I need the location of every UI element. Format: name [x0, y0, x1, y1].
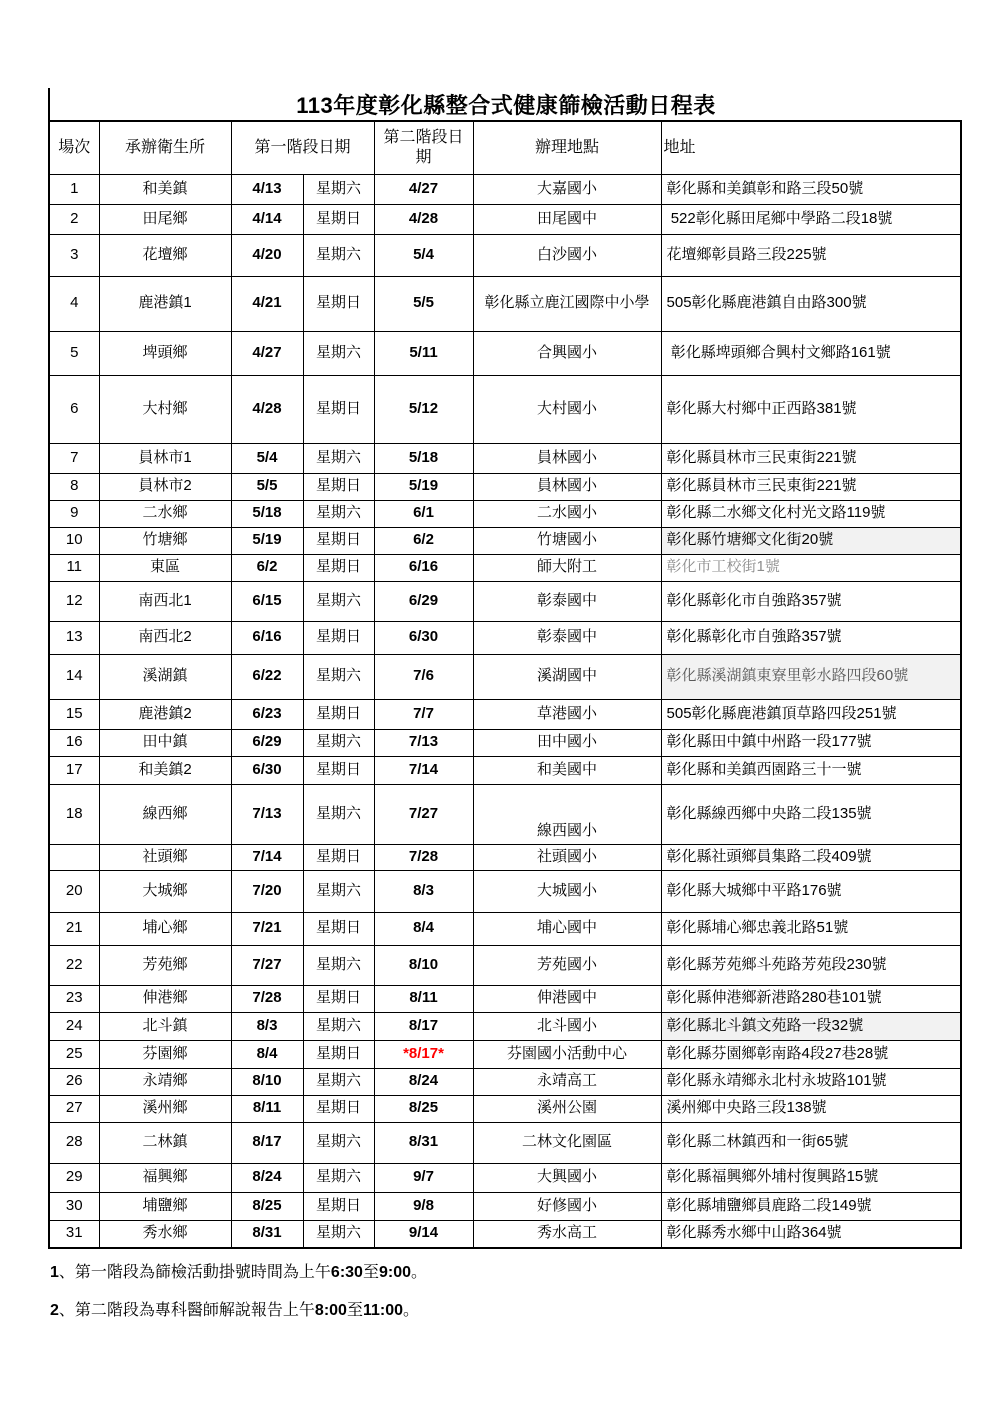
venue: 田中國小	[473, 729, 661, 756]
health-office: 永靖鄉	[99, 1068, 231, 1095]
table-row	[49, 204, 961, 234]
venue: 大城國小	[473, 870, 661, 912]
session-number: 26	[49, 1068, 99, 1095]
address: 彰化縣和美鎮彰和路三段50號	[661, 174, 961, 204]
phase1-date: 4/21	[231, 276, 303, 331]
table-row	[49, 473, 961, 500]
venue: 大嘉國小	[473, 174, 661, 204]
table-row	[49, 1122, 961, 1163]
address: 彰化縣溪湖鎮東寮里彰水路四段60號	[661, 654, 961, 699]
table-row	[49, 1220, 961, 1248]
schedule-table-body	[49, 174, 961, 1248]
venue: 埔心國中	[473, 912, 661, 945]
page-title: 113年度彰化縣整合式健康篩檢活動日程表	[296, 92, 716, 118]
phase1-date: 6/16	[231, 621, 303, 654]
address: 彰化縣員林市三民東街221號	[661, 473, 961, 500]
phase1-date: 6/22	[231, 654, 303, 699]
table-row	[49, 1040, 961, 1068]
address: 彰化縣埔心鄉忠義北路51號	[661, 912, 961, 945]
phase1-weekday: 星期六	[303, 500, 374, 527]
session-number: 5	[49, 331, 99, 375]
phase1-weekday: 星期日	[303, 375, 374, 443]
phase1-date: 6/29	[231, 729, 303, 756]
health-office: 芳苑鄉	[99, 945, 231, 985]
phase1-weekday: 星期日	[303, 985, 374, 1012]
phase1-weekday: 星期日	[303, 527, 374, 554]
health-office: 芬園鄉	[99, 1040, 231, 1068]
session-number: 4	[49, 276, 99, 331]
phase1-date: 4/20	[231, 234, 303, 276]
phase2-date: 6/2	[374, 527, 473, 554]
phase1-weekday: 星期日	[303, 621, 374, 654]
phase1-date: 7/27	[231, 945, 303, 985]
phase1-weekday: 星期日	[303, 276, 374, 331]
col-header-office: 承辦衛生所	[99, 121, 231, 174]
phase1-weekday: 星期六	[303, 1163, 374, 1192]
address: 彰化縣彰化市自強路357號	[661, 621, 961, 654]
phase1-date: 8/4	[231, 1040, 303, 1068]
col-header-venue: 辦理地點	[473, 121, 661, 174]
phase2-date: 5/18	[374, 443, 473, 473]
phase1-date: 5/19	[231, 527, 303, 554]
table-row	[49, 729, 961, 756]
col-header-session: 場次	[49, 121, 99, 174]
health-office: 伸港鄉	[99, 985, 231, 1012]
phase2-date: 6/16	[374, 554, 473, 581]
health-office: 埔心鄉	[99, 912, 231, 945]
session-number: 17	[49, 756, 99, 784]
address: 彰化縣福興鄉外埔村復興路15號	[661, 1163, 961, 1192]
phase2-date: 8/11	[374, 985, 473, 1012]
venue: 好修國小	[473, 1192, 661, 1220]
phase2-date: 9/14	[374, 1220, 473, 1248]
phase1-weekday: 星期日	[303, 554, 374, 581]
venue: 師大附工	[473, 554, 661, 581]
phase1-date: 8/24	[231, 1163, 303, 1192]
phase1-date: 7/20	[231, 870, 303, 912]
venue: 伸港國中	[473, 985, 661, 1012]
phase1-weekday: 星期六	[303, 784, 374, 844]
table-row	[49, 527, 961, 554]
address: 522彰化縣田尾鄉中學路二段18號	[661, 204, 961, 234]
phase1-weekday: 星期日	[303, 912, 374, 945]
health-office: 社頭鄉	[99, 844, 231, 870]
phase1-date: 4/13	[231, 174, 303, 204]
footnote-segment: 1	[50, 1264, 59, 1281]
col-header-phase1-date: 第一階段日期	[231, 121, 374, 174]
address: 彰化縣二林鎮西和一街65號	[661, 1122, 961, 1163]
health-office: 北斗鎮	[99, 1012, 231, 1040]
venue: 員林國小	[473, 473, 661, 500]
venue: 北斗國小	[473, 1012, 661, 1040]
phase1-weekday: 星期日	[303, 756, 374, 784]
phase2-date: 7/6	[374, 654, 473, 699]
health-office: 鹿港鎮1	[99, 276, 231, 331]
address: 彰化縣埔鹽鄉員鹿路二段149號	[661, 1192, 961, 1220]
session-number: 13	[49, 621, 99, 654]
venue: 和美國中	[473, 756, 661, 784]
session-number: 28	[49, 1122, 99, 1163]
phase1-weekday: 星期六	[303, 654, 374, 699]
session-number: 25	[49, 1040, 99, 1068]
health-office: 南西北2	[99, 621, 231, 654]
phase2-date: *8/17*	[374, 1040, 473, 1068]
health-office: 溪湖鎮	[99, 654, 231, 699]
table-row	[49, 443, 961, 473]
phase1-weekday: 星期日	[303, 699, 374, 729]
session-number: 2	[49, 204, 99, 234]
session-number: 30	[49, 1192, 99, 1220]
session-number: 22	[49, 945, 99, 985]
phase1-weekday: 星期六	[303, 870, 374, 912]
session-number: 29	[49, 1163, 99, 1192]
session-number: 23	[49, 985, 99, 1012]
phase1-weekday: 星期六	[303, 443, 374, 473]
phase1-weekday: 星期六	[303, 729, 374, 756]
session-number: 16	[49, 729, 99, 756]
phase2-date: 6/1	[374, 500, 473, 527]
phase2-date: 8/31	[374, 1122, 473, 1163]
address: 彰化縣線西鄉中央路二段135號	[661, 784, 961, 844]
session-number: 1	[49, 174, 99, 204]
venue: 田尾國中	[473, 204, 661, 234]
session-number: 20	[49, 870, 99, 912]
table-row	[49, 375, 961, 443]
address: 505彰化縣鹿港鎮自由路300號	[661, 276, 961, 331]
phase2-date: 8/25	[374, 1095, 473, 1122]
venue: 合興國小	[473, 331, 661, 375]
phase1-date: 7/14	[231, 844, 303, 870]
table-row	[49, 1068, 961, 1095]
phase1-date: 5/5	[231, 473, 303, 500]
phase2-date: 6/29	[374, 581, 473, 621]
footnote-segment: 至	[362, 1264, 379, 1281]
phase2-date: 9/7	[374, 1163, 473, 1192]
footnote	[50, 1300, 948, 1321]
venue: 溪州公園	[473, 1095, 661, 1122]
footnotes	[48, 1262, 948, 1321]
address: 彰化縣埤頭鄉合興村文鄉路161號	[661, 331, 961, 375]
venue: 竹塘國小	[473, 527, 661, 554]
phase1-date: 8/3	[231, 1012, 303, 1040]
address: 彰化縣田中鎮中州路一段177號	[661, 729, 961, 756]
health-office: 秀水鄉	[99, 1220, 231, 1248]
phase1-date: 4/27	[231, 331, 303, 375]
phase1-date: 6/30	[231, 756, 303, 784]
phase2-date: 8/3	[374, 870, 473, 912]
table-row	[49, 500, 961, 527]
venue: 彰泰國中	[473, 621, 661, 654]
phase2-date: 4/28	[374, 204, 473, 234]
phase2-date: 7/13	[374, 729, 473, 756]
phase1-date: 8/11	[231, 1095, 303, 1122]
health-office: 員林市1	[99, 443, 231, 473]
footnote-segment: 。	[403, 1302, 420, 1319]
table-row	[49, 844, 961, 870]
footnote-segment: 至	[346, 1302, 363, 1319]
phase2-date: 7/28	[374, 844, 473, 870]
session-number: 24	[49, 1012, 99, 1040]
address: 彰化縣伸港鄉新港路280巷101號	[661, 985, 961, 1012]
session-number: 8	[49, 473, 99, 500]
table-row	[49, 331, 961, 375]
table-row	[49, 1095, 961, 1122]
health-office: 線西鄉	[99, 784, 231, 844]
phase1-weekday: 星期日	[303, 1192, 374, 1220]
col-header-address: 地址	[661, 121, 961, 174]
address: 彰化縣竹塘鄉文化街20號	[661, 527, 961, 554]
footnote-segment: 。	[411, 1264, 428, 1281]
phase2-date: 8/10	[374, 945, 473, 985]
phase1-weekday: 星期六	[303, 1220, 374, 1248]
session-number: 15	[49, 699, 99, 729]
venue: 大村國小	[473, 375, 661, 443]
address: 彰化縣大村鄉中正西路381號	[661, 375, 961, 443]
health-office: 二林鎮	[99, 1122, 231, 1163]
address: 彰化縣員林市三民東街221號	[661, 443, 961, 473]
venue: 草港國小	[473, 699, 661, 729]
venue: 二水國小	[473, 500, 661, 527]
address: 彰化縣彰化市自強路357號	[661, 581, 961, 621]
venue: 大興國小	[473, 1163, 661, 1192]
phase1-weekday: 星期日	[303, 1040, 374, 1068]
session-number: 7	[49, 443, 99, 473]
phase1-date: 8/25	[231, 1192, 303, 1220]
venue: 彰泰國中	[473, 581, 661, 621]
phase2-date: 7/7	[374, 699, 473, 729]
phase1-date: 6/15	[231, 581, 303, 621]
table-row	[49, 654, 961, 699]
session-number: 14	[49, 654, 99, 699]
venue: 秀水高工	[473, 1220, 661, 1248]
phase1-weekday: 星期日	[303, 473, 374, 500]
phase1-date: 8/10	[231, 1068, 303, 1095]
venue: 白沙國小	[473, 234, 661, 276]
table-row	[49, 174, 961, 204]
phase2-date: 8/4	[374, 912, 473, 945]
table-row	[49, 621, 961, 654]
schedule-table	[48, 120, 962, 1249]
phase2-date: 6/30	[374, 621, 473, 654]
venue: 永靖高工	[473, 1068, 661, 1095]
health-office: 鹿港鎮2	[99, 699, 231, 729]
phase2-date: 5/4	[374, 234, 473, 276]
health-office: 溪州鄉	[99, 1095, 231, 1122]
session-number: 18	[49, 784, 99, 844]
session-number	[49, 844, 99, 870]
venue: 彰化縣立鹿江國際中小學	[473, 276, 661, 331]
table-row	[49, 1012, 961, 1040]
address: 彰化縣秀水鄉中山路364號	[661, 1220, 961, 1248]
phase1-weekday: 星期六	[303, 174, 374, 204]
phase1-weekday: 星期六	[303, 331, 374, 375]
phase2-date: 9/8	[374, 1192, 473, 1220]
phase2-date: 8/24	[374, 1068, 473, 1095]
health-office: 二水鄉	[99, 500, 231, 527]
phase1-date: 4/14	[231, 204, 303, 234]
address: 彰化縣和美鎮西園路三十一號	[661, 756, 961, 784]
health-office: 東區	[99, 554, 231, 581]
health-office: 埤頭鄉	[99, 331, 231, 375]
session-number: 10	[49, 527, 99, 554]
health-office: 南西北1	[99, 581, 231, 621]
address: 彰化縣社頭鄉員集路二段409號	[661, 844, 961, 870]
health-office: 員林市2	[99, 473, 231, 500]
session-number: 27	[49, 1095, 99, 1122]
address: 彰化縣大城鄉中平路176號	[661, 870, 961, 912]
table-row	[49, 1192, 961, 1220]
session-number: 11	[49, 554, 99, 581]
phase1-date: 8/17	[231, 1122, 303, 1163]
phase1-date: 7/28	[231, 985, 303, 1012]
footnote-segment: 8:00	[314, 1302, 347, 1319]
health-office: 福興鄉	[99, 1163, 231, 1192]
footnote	[50, 1262, 948, 1283]
session-number: 31	[49, 1220, 99, 1248]
phase1-weekday: 星期六	[303, 945, 374, 985]
health-office: 竹塘鄉	[99, 527, 231, 554]
table-row	[49, 870, 961, 912]
health-office: 和美鎮2	[99, 756, 231, 784]
health-office: 大村鄉	[99, 375, 231, 443]
phase2-date: 4/27	[374, 174, 473, 204]
phase1-date: 5/4	[231, 443, 303, 473]
address: 溪州鄉中央路三段138號	[661, 1095, 961, 1122]
address: 彰化縣永靖鄉永北村永坡路101號	[661, 1068, 961, 1095]
table-row	[49, 234, 961, 276]
health-office: 田中鎮	[99, 729, 231, 756]
venue: 芳苑國小	[473, 945, 661, 985]
health-office: 和美鎮	[99, 174, 231, 204]
phase2-date: 5/11	[374, 331, 473, 375]
table-row	[49, 756, 961, 784]
table-row	[49, 784, 961, 844]
phase1-date: 7/13	[231, 784, 303, 844]
session-number: 6	[49, 375, 99, 443]
phase1-weekday: 星期六	[303, 1122, 374, 1163]
venue: 二林文化園區	[473, 1122, 661, 1163]
phase2-date: 5/12	[374, 375, 473, 443]
table-row	[49, 945, 961, 985]
footnote-segment: 11:00	[362, 1302, 404, 1319]
phase2-date: 7/27	[374, 784, 473, 844]
table-row	[49, 1163, 961, 1192]
phase1-date: 7/21	[231, 912, 303, 945]
venue: 線西國小	[473, 784, 661, 844]
phase2-date: 5/19	[374, 473, 473, 500]
table-row	[49, 912, 961, 945]
phase1-date: 8/31	[231, 1220, 303, 1248]
health-office: 埔鹽鄉	[99, 1192, 231, 1220]
address: 彰化縣芳苑鄉斗苑路芳苑段230號	[661, 945, 961, 985]
session-number: 21	[49, 912, 99, 945]
phase1-date: 4/28	[231, 375, 303, 443]
phase1-date: 5/18	[231, 500, 303, 527]
footnote-segment: 9:00	[378, 1264, 411, 1281]
phase1-weekday: 星期日	[303, 1095, 374, 1122]
footnote-segment: 、第二階段為專科醫師解說報告上午	[58, 1302, 315, 1319]
phase1-weekday: 星期日	[303, 844, 374, 870]
col-header-phase2-date: 第二階段日期	[374, 121, 473, 174]
phase1-weekday: 星期六	[303, 234, 374, 276]
phase1-date: 6/2	[231, 554, 303, 581]
footnote-segment: 、第一階段為篩檢活動掛號時間為上午	[58, 1264, 331, 1281]
session-number: 12	[49, 581, 99, 621]
phase1-weekday: 星期六	[303, 581, 374, 621]
table-row	[49, 581, 961, 621]
address: 花壇鄉彰員路三段225號	[661, 234, 961, 276]
phase1-date: 6/23	[231, 699, 303, 729]
phase1-weekday: 星期六	[303, 1068, 374, 1095]
address: 彰化市工校街1號	[661, 554, 961, 581]
health-office: 田尾鄉	[99, 204, 231, 234]
table-row	[49, 276, 961, 331]
venue: 芬園國小活動中心	[473, 1040, 661, 1068]
health-office: 花壇鄉	[99, 234, 231, 276]
venue: 溪湖國中	[473, 654, 661, 699]
footnote-segment: 6:30	[330, 1264, 363, 1281]
phase2-date: 8/17	[374, 1012, 473, 1040]
phase1-weekday: 星期日	[303, 204, 374, 234]
header-row	[49, 121, 961, 174]
table-row	[49, 699, 961, 729]
address: 505彰化縣鹿港鎮頂草路四段251號	[661, 699, 961, 729]
title-block	[48, 88, 962, 120]
venue: 員林國小	[473, 443, 661, 473]
health-office: 大城鄉	[99, 870, 231, 912]
session-number: 9	[49, 500, 99, 527]
venue: 社頭國小	[473, 844, 661, 870]
session-number: 3	[49, 234, 99, 276]
table-row	[49, 985, 961, 1012]
footnote-segment: 2	[50, 1302, 59, 1319]
address: 彰化縣北斗鎮文苑路一段32號	[661, 1012, 961, 1040]
address: 彰化縣二水鄉文化村光文路119號	[661, 500, 961, 527]
phase1-weekday: 星期六	[303, 1012, 374, 1040]
phase2-date: 7/14	[374, 756, 473, 784]
address: 彰化縣芬園鄉彰南路4段27巷28號	[661, 1040, 961, 1068]
phase2-date: 5/5	[374, 276, 473, 331]
table-row	[49, 554, 961, 581]
